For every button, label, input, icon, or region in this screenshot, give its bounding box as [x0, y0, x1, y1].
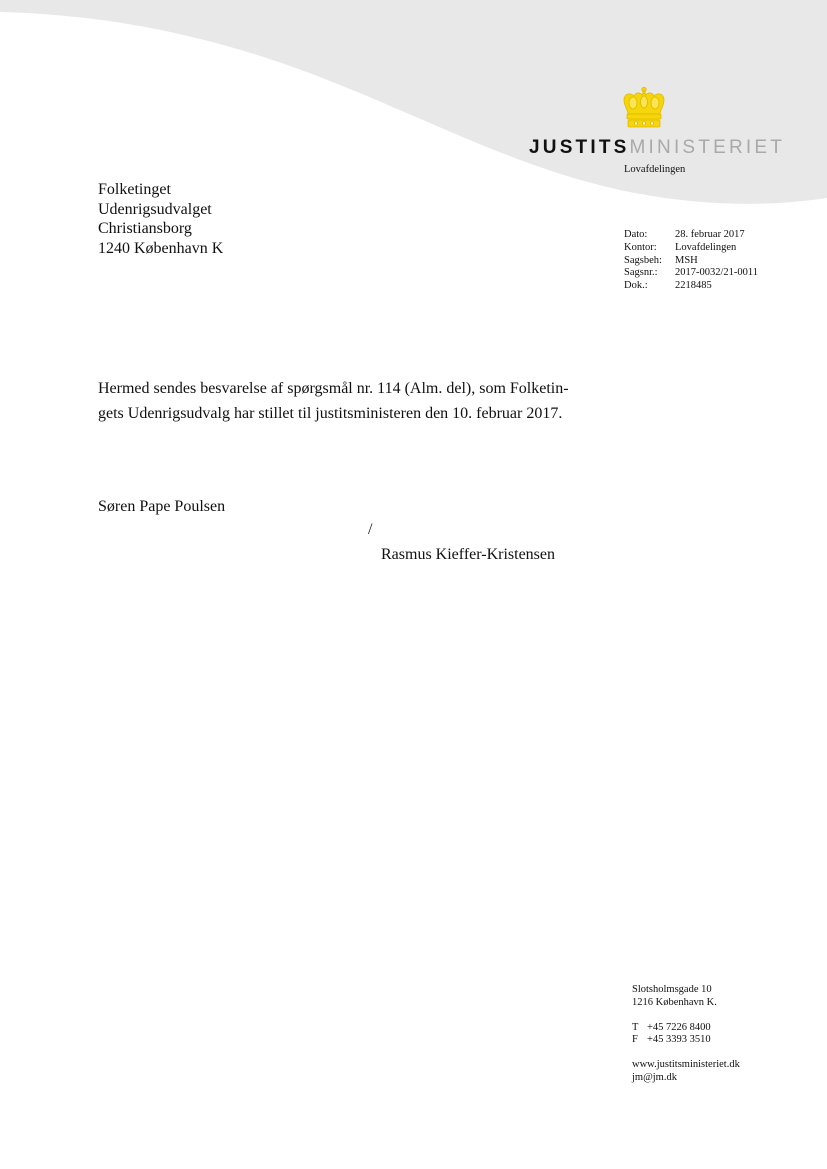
footer-phone: +45 7226 8400: [647, 1021, 711, 1033]
signature-name: Søren Pape Poulsen: [98, 498, 226, 515]
body-line: gets Udenrigsudvalg har stillet til justitsministeren den 10. februar 2017.: [98, 405, 563, 422]
letter-body: [98, 376, 618, 426]
address-line: Folketinget: [98, 181, 171, 198]
address-line: Christiansborg: [98, 220, 192, 237]
address-line: Udenrigsudvalget: [98, 200, 212, 218]
body-line: Hermed sendes besvarelse af spørgsmål nr. 114 (Alm. del), som Folketin-: [98, 380, 569, 397]
recipient-address: [98, 180, 223, 258]
meta-label: Sagsbeh:: [624, 254, 662, 266]
footer-fax: +45 3393 3510: [647, 1034, 711, 1046]
meta-label: Kontor:: [624, 241, 657, 253]
footer-fax-row: [632, 1034, 740, 1047]
logo-part-justits: JUSTITS: [529, 137, 630, 158]
meta-row-date: [624, 229, 758, 242]
meta-row-case-number: [624, 267, 758, 280]
department-name: Lovafdelingen: [624, 164, 686, 175]
footer-phone-row: [632, 1022, 740, 1035]
footer-street: Slotsholmsgade 10: [632, 984, 712, 995]
footer-contact: [632, 984, 740, 1085]
meta-row-document: [624, 280, 758, 293]
footer-email-link[interactable]: jm@jm.dk: [632, 1071, 677, 1083]
meta-value: Lovafdelingen: [675, 241, 737, 253]
meta-row-handler: [624, 255, 758, 268]
meta-value: MSH: [675, 254, 698, 266]
signature-name-secondary: Rasmus Kieffer-Kristensen: [381, 546, 556, 563]
phone-label: T: [632, 1021, 639, 1033]
meta-value: 28. februar 2017: [675, 229, 745, 240]
footer-city: 1216 København K.: [632, 996, 717, 1008]
document-metadata: [624, 229, 758, 293]
meta-label: Sagsnr.:: [624, 267, 658, 279]
signature-slash: /: [368, 521, 373, 538]
ministry-logo: [529, 137, 786, 163]
meta-row-office: [624, 242, 758, 255]
meta-value: 2218485: [675, 280, 712, 292]
wave-shape: [0, 0, 827, 204]
footer-website-link[interactable]: www.justitsministeriet.dk: [632, 1059, 740, 1071]
crown-icon: [618, 86, 670, 130]
logo-part-ministeriet: MINISTERIET: [629, 137, 786, 158]
fax-label: F: [632, 1034, 638, 1046]
address-line: 1240 København K: [98, 239, 224, 257]
meta-value: 2017-0032/21-0011: [675, 267, 759, 279]
meta-label: Dok.:: [624, 280, 648, 292]
meta-label: Dato:: [624, 229, 648, 240]
